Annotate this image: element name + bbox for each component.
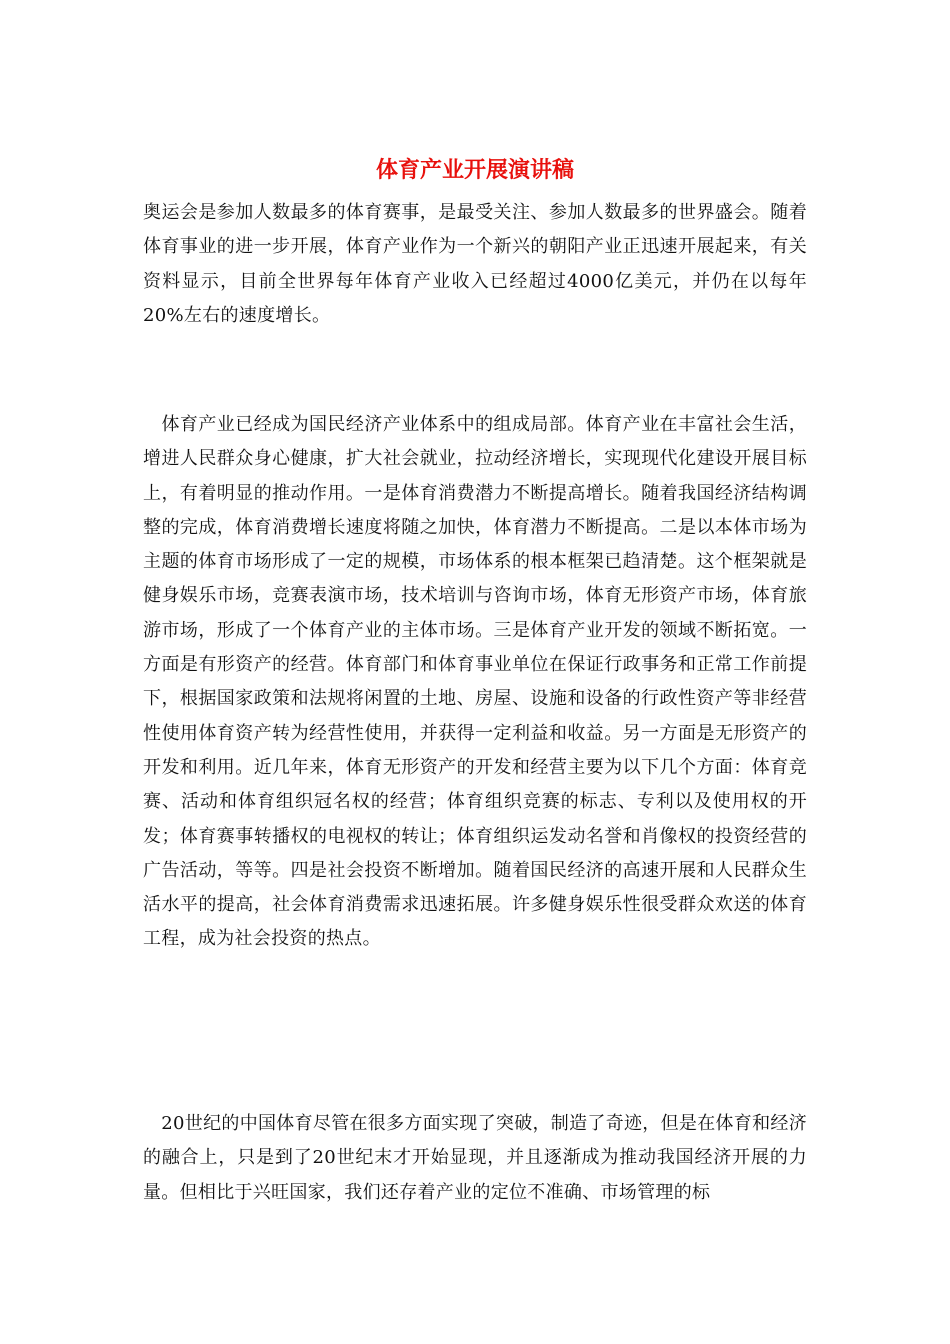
paragraph-20th-century: 20世纪的中国体育尽管在很多方面实现了突破，制造了奇迹，但是在体育和经济的融合上，只是到了20世纪末才开始显现，并且逐渐成为推动我国经济开展的力量。但相比于兴旺国家，我们还存着产业的定位不准确、市场管理的标 (143, 1113, 808, 1203)
paragraph-industry-overview: 体育产业已经成为国民经济产业体系中的组成局部。体育产业在丰富社会生活，增进人民群众身心健康，扩大社会就业，拉动经济增长，实现现代化建设开展目标上，有着明显的推动作用。一是体育消费潜力不断提高增长。随着我国经济结构调整的完成，体育消费增长速度将随之加快，体育潜力不断提高。二是以本体市场为主题的体育市场形成了一定的规模，市场体系的根本框架已趋清楚。这个框架就是健身娱乐市场，竞赛表演市场，技术培训与咨询市场，体育无形资产市场，体育旅游市场，形成了一个体育产业的主体市场。三是体育产业开发的领域不断拓宽。一方面是有形资产的经营。体育部门和体育事业单位在保证行政事务和正常工作前提下，根据国家政策和法规将闲置的土地、房屋、设施和设备的行政性资产等非经营性使用体育资产转为经营性使用，并获得一定利益和收益。另一方面是无形资产的开发和利用。近几年来，体育无形资产的开发和经营主要为以下几个方面：体育竞赛、活动和体育组织冠名权的经营；体育组织竞赛的标志、专利以及使用权的开发；体育赛事转播权的电视权的转让；体育组织运发动名誉和肖像权的投资经营的广告活动，等等。四是社会投资不断增加。随着国民经济的高速开展和人民群众生活水平的提高，社会体育消费需求迅速拓展。许多健身娱乐性很受群众欢送的体育工程，成为社会投资的热点。 (143, 414, 807, 950)
paragraph-intro: 奥运会是参加人数最多的体育赛事，是最受关注、参加人数最多的世界盛会。随着体育事业的进一步开展，体育产业作为一个新兴的朝阳产业正迅速开展起来，有关资料显示，目前全世界每年体育产业收入已经超过4000亿美元，并仍在以每年20%左右的速度增长。 (143, 202, 807, 326)
document-title: 体育产业开展演讲稿 (375, 157, 574, 183)
